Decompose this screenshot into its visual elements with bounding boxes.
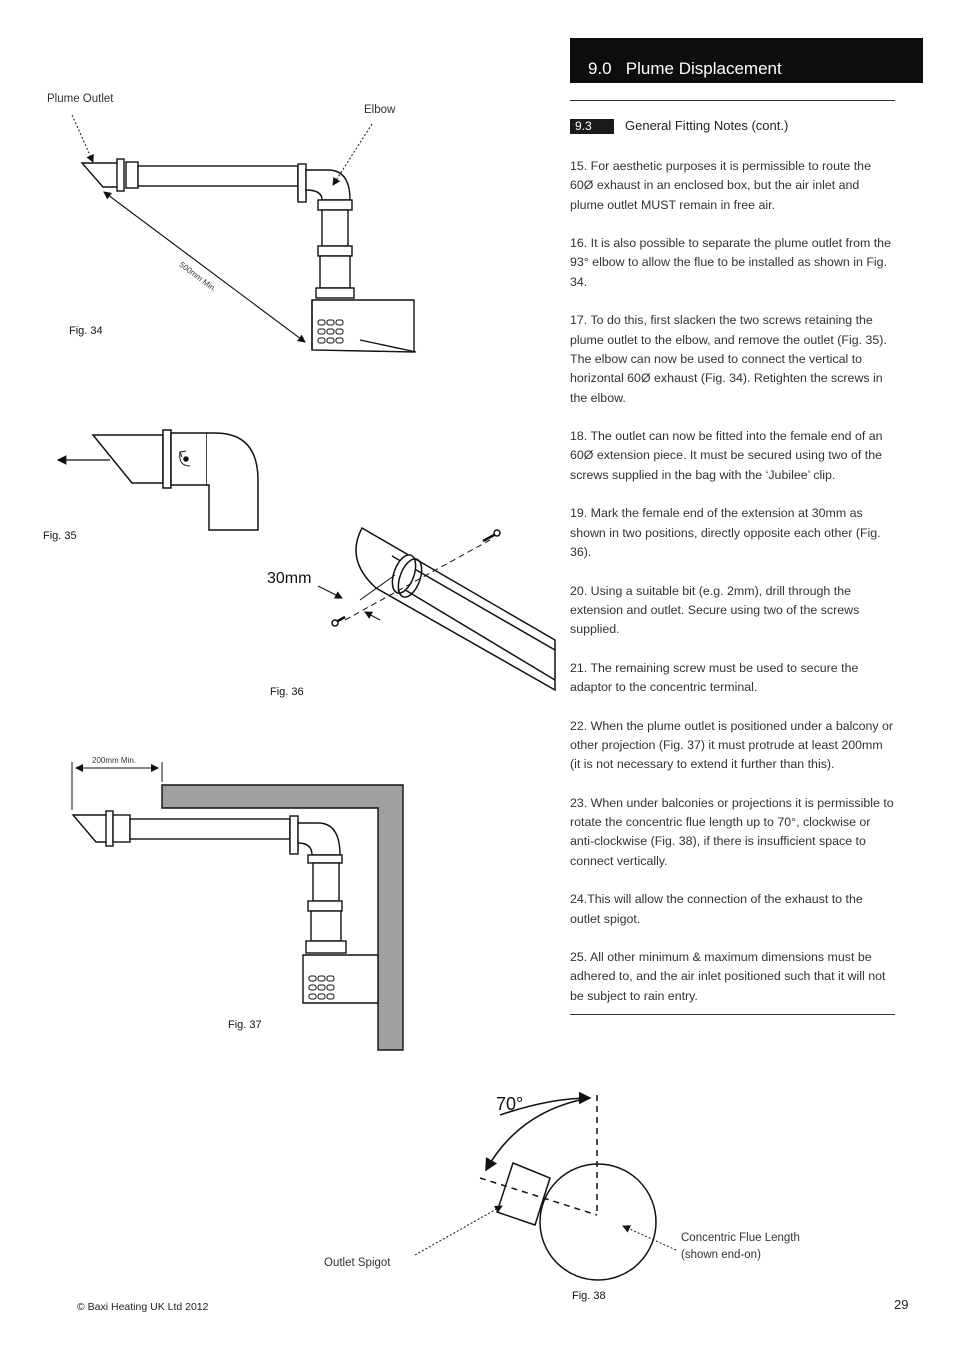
section-header-title: 9.0 Plume Displacement bbox=[588, 58, 782, 78]
fig37-drawing bbox=[72, 762, 403, 1050]
copyright-footer: © Baxi Heating UK Ltd 2012 bbox=[77, 1301, 209, 1313]
min-500mm-label: 500mm Min. bbox=[177, 260, 219, 294]
page-number: 29 bbox=[894, 1297, 909, 1312]
flue-length-label-line1: Concentric Flue Length bbox=[681, 1232, 800, 1244]
fig35-drawing bbox=[58, 430, 258, 530]
note-25: 25. All other minimum & maximum dimensions must be adhered to, and the air inlet positioned such that it will not be subject to rain entry. bbox=[570, 950, 886, 1003]
fig38-caption: Fig. 38 bbox=[572, 1290, 606, 1302]
subsection-title: General Fitting Notes (cont.) bbox=[625, 118, 789, 133]
fig38-drawing bbox=[415, 1095, 676, 1280]
plume-outlet-label: Plume Outlet bbox=[47, 93, 114, 105]
elbow-label: Elbow bbox=[364, 104, 396, 116]
note-20: 20. Using a suitable bit (e.g. 2mm), drill through the extension and outlet. Secure using two of the screws supplied. bbox=[570, 583, 860, 637]
note-23: 23. When under balconies or projections it is permissible to rotate the concentric flue length up to 70°, clockwise or anti-clockwise (Fig. 38), if there is insufficient space to connect vertically. bbox=[570, 795, 894, 868]
note-24: 24.This will allow the connection of the exhaust to the outlet spigot. bbox=[570, 892, 863, 926]
fig37-caption: Fig. 37 bbox=[228, 1019, 262, 1031]
fig36-drawing bbox=[318, 528, 555, 690]
min-200mm-label: 200mm Min. bbox=[92, 756, 137, 765]
note-15: 15. For aesthetic purposes it is permissible to route the 60Ø exhaust in an enclosed box, but the air inlet and plume outlet MUST remain in free air. bbox=[570, 159, 871, 212]
flue-length-label-line2: (shown end-on) bbox=[681, 1249, 761, 1261]
note-21: 21. The remaining screw must be used to secure the adaptor to the concentric terminal. bbox=[570, 660, 859, 695]
note-16: 16. It is also possible to separate the plume outlet from the 93° elbow to allow the flue to be installed as shown in Fig. 34. bbox=[570, 236, 891, 289]
fig34-drawing bbox=[72, 115, 416, 352]
angle-70-label: 70° bbox=[496, 1094, 524, 1114]
fig34-caption: Fig. 34 bbox=[69, 325, 103, 337]
note-22: 22. When the plume outlet is positioned under a balcony or other projection (Fig. 37) it must protrude at least 200mm (it is not necessary to extend it further than this). bbox=[570, 718, 894, 772]
note-19: 19. Mark the female end of the extension at 30mm as shown in two positions, directly opposite each other (Fig. 36). bbox=[570, 506, 881, 559]
note-17: 17. To do this, first slacken the two screws retaining the plume outlet to the elbow, and remove the outlet (Fig. 35). The elbow can now be used to connect the vertical to horizontal 60Ø exhaust (Fig. 34). Retighten the screws in the elbow. bbox=[570, 313, 887, 405]
outlet-spigot-label: Outlet Spigot bbox=[324, 1257, 391, 1269]
subsection-number: 9.3 bbox=[570, 119, 614, 134]
fig36-caption: Fig. 36 bbox=[270, 686, 304, 698]
fig35-caption: Fig. 35 bbox=[43, 530, 77, 542]
note-18: 18. The outlet can now be fitted into the female end of an 60Ø extension piece. It must be secured using two of the screws supplied in the bag with the ‘Jubilee’ clip. bbox=[570, 429, 883, 482]
dimension-30mm-label: 30mm bbox=[267, 570, 312, 587]
